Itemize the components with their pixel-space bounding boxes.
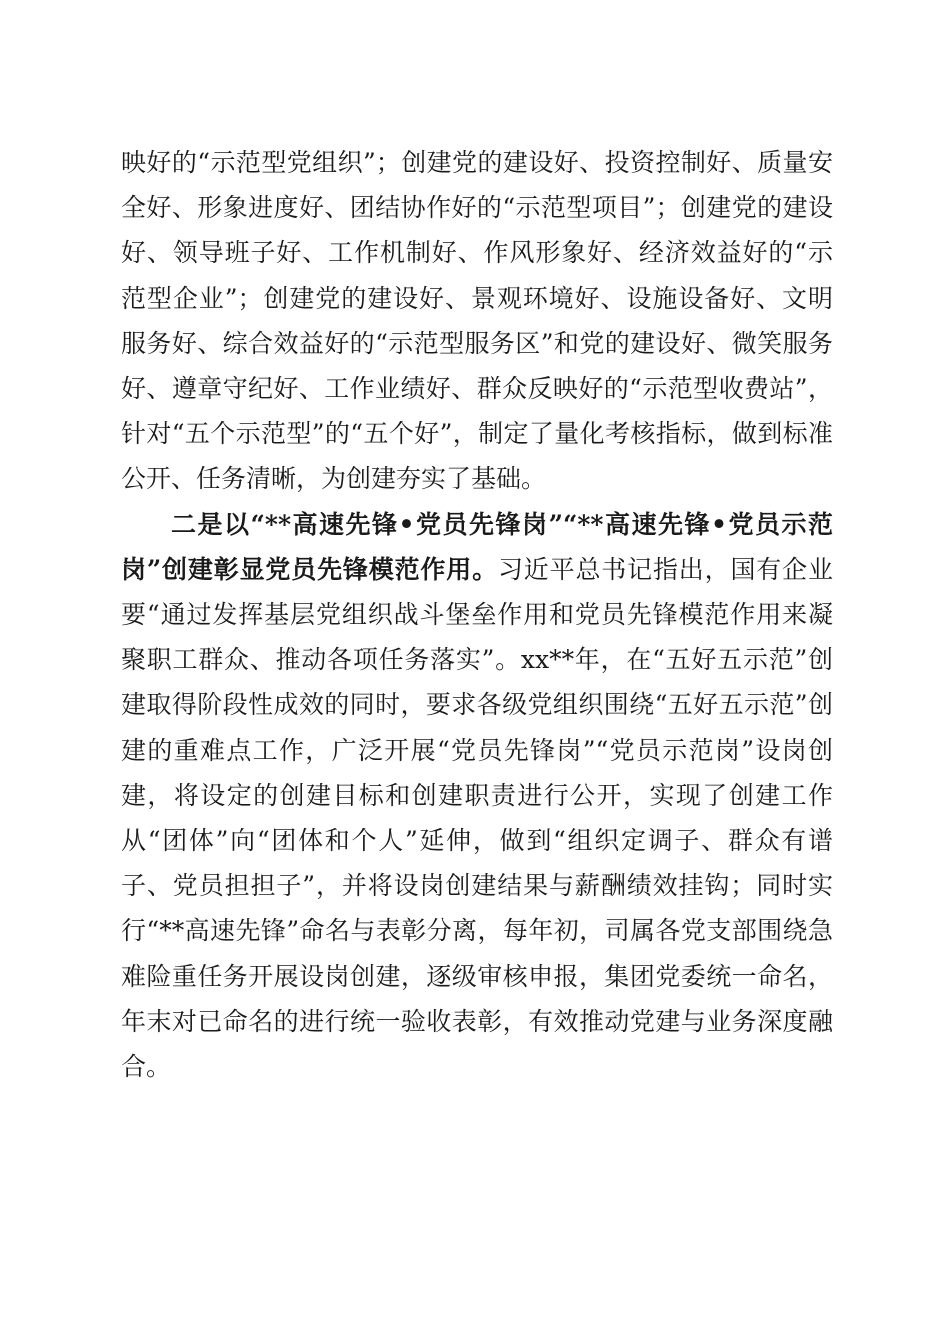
document-body <box>121 140 833 1089</box>
paragraph-lead-sentence: 二是以“**高速先锋•党员先锋岗”“**高速先锋•党员示范岗”创建彰显党员先锋模范作用。 <box>121 509 833 584</box>
paragraph-second-point <box>121 502 833 1090</box>
paragraph-body-text: 习近平总书记指出，国有企业要“通过发挥基层党组织战斗堡垒作用和党员先锋模范作用来凝聚职工群众、推动各项任务落实”。xx**年，在“五好五示范”创建取得阶段性成效的同时，要求各级党组织围绕“五好五示范”创建的重难点工作，广泛开展“党员先锋岗”“党员示范岗”设岗创建，将设定的创建目标和创建职责进行公开，实现了创建工作从“团体”向“团体和个人”延伸，做到“组织定调子、群众有谱子、党员担担子”，并将设岗创建结果与薪酬绩效挂钩；同时实行“**高速先锋”命名与表彰分离，每年初，司属各党支部围绕急难险重任务开展设岗创建，逐级审核申报，集团党委统一命名，年末对已命名的进行统一验收表彰，有效推动党建与业务深度融合。 <box>121 554 833 1082</box>
paragraph-continuation: 映好的“示范型党组织”；创建党的建设好、投资控制好、质量安全好、形象进度好、团结协作好的“示范型项目”；创建党的建设好、领导班子好、工作机制好、作风形象好、经济效益好的“示范型企业”；创建党的建设好、景观环境好、设施设备好、文明服务好、综合效益好的“示范型服务区”和党的建设好、微笑服务好、遵章守纪好、工作业绩好、群众反映好的“示范型收费站”，针对“五个示范型”的“五个好”，制定了量化考核指标，做到标准公开、任务清晰，为创建夯实了基础。 <box>121 148 833 494</box>
